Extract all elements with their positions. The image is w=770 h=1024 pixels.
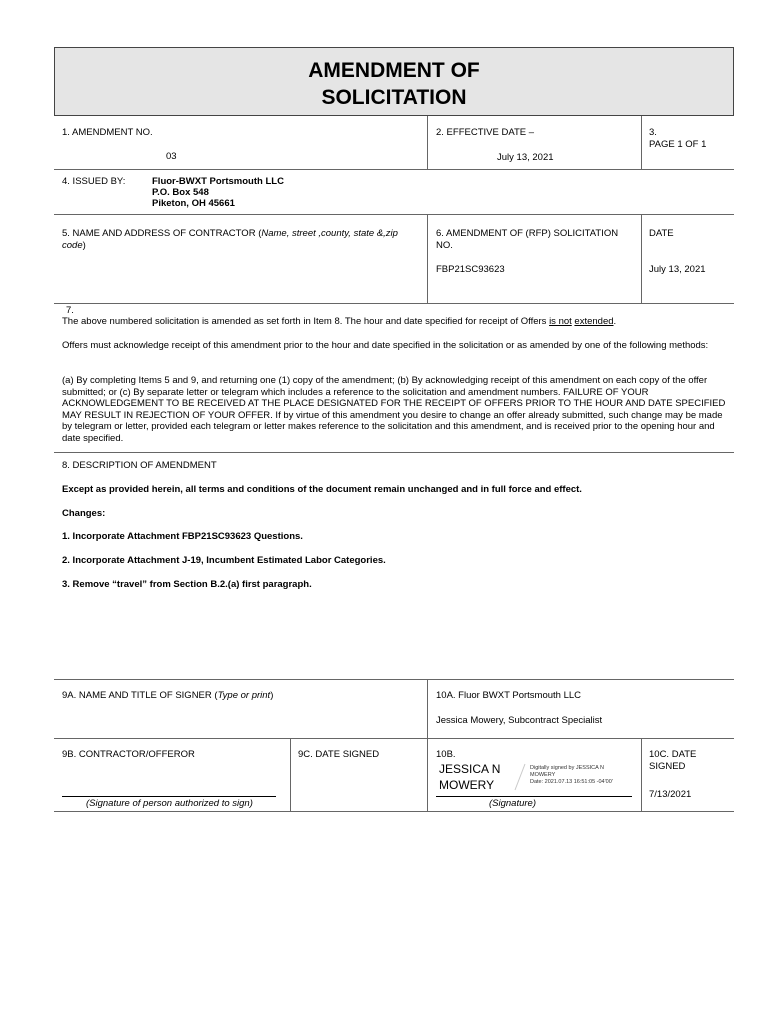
date-signed-label: 9C. DATE SIGNED bbox=[298, 749, 380, 760]
issuer-city: Piketon, OH 45661 bbox=[152, 198, 235, 209]
issuer-name: Fluor-BWXT Portsmouth LLC bbox=[152, 176, 284, 187]
signer-label-text: 9A. NAME AND TITLE OF SIGNER ( bbox=[62, 690, 218, 701]
page-value: PAGE 1 OF 1 bbox=[649, 139, 707, 150]
divider bbox=[54, 303, 734, 304]
digital-note-line2: MOWERY bbox=[530, 772, 556, 778]
divider bbox=[54, 679, 734, 680]
divider bbox=[641, 214, 642, 303]
issuer-signer-label: 10A. Fluor BWXT Portsmouth LLC bbox=[436, 690, 582, 701]
divider bbox=[54, 452, 734, 453]
title-line1: AMENDMENT OF bbox=[308, 59, 480, 82]
issuer-signature-line bbox=[436, 796, 632, 797]
issuer-date-signed-value: 7/13/2021 bbox=[649, 789, 692, 800]
solicitation-no-value: FBP21SC93623 bbox=[436, 264, 505, 275]
contractor-label-text: 5. NAME AND ADDRESS OF CONTRACTOR ( bbox=[62, 228, 262, 239]
change-item-3: 3. Remove “travel” from Section B.2.(a) first paragraph. bbox=[62, 579, 312, 590]
effective-date-value: July 13, 2021 bbox=[497, 152, 554, 163]
title-line2: SOLICITATION bbox=[321, 86, 467, 109]
divider bbox=[427, 116, 428, 169]
signature-name-line2: MOWERY bbox=[439, 778, 495, 792]
digital-note-line3: Date: 2021.07.13 16:51:05 -04'00' bbox=[530, 779, 613, 785]
signature-check-icon bbox=[514, 762, 526, 792]
signer-label-italic: Type or print bbox=[217, 690, 271, 701]
item7-paragraph2: Offers must acknowledge receipt of this amendment prior to the hour and date specified in the solicitation or as amended by one of the following methods: bbox=[62, 340, 709, 351]
contractor-label-close: ) bbox=[82, 239, 86, 251]
divider bbox=[641, 116, 642, 169]
signature-name-line1: JESSICA N bbox=[439, 762, 501, 776]
issuer-signature-caption bbox=[489, 798, 536, 810]
effective-date-label: 2. EFFECTIVE DATE – bbox=[436, 127, 535, 138]
item8-changes-label: Changes: bbox=[62, 508, 106, 519]
contractor-label-italic: Name, street ,county, state &,zip code bbox=[62, 228, 398, 251]
solicitation-no-label: 6. AMENDMENT OF (RFP) SOLICITATION NO. bbox=[436, 228, 619, 251]
issuer-address: P.O. Box 548 bbox=[152, 187, 209, 198]
page-label: 3. bbox=[649, 127, 657, 138]
amendment-no-label: 1. AMENDMENT NO. bbox=[62, 127, 153, 138]
item8-intro: Except as provided herein, all terms and conditions of the document remain unchanged and in full force and effect. bbox=[62, 484, 582, 495]
item7-paragraph1 bbox=[62, 316, 730, 328]
divider bbox=[54, 811, 734, 812]
contractor-label bbox=[62, 228, 412, 251]
item8-label: 8. DESCRIPTION OF AMENDMENT bbox=[62, 460, 217, 471]
contractor-signature-line bbox=[62, 796, 276, 797]
issuer-signature-caption-text: (Signature) bbox=[489, 798, 536, 809]
item7-paragraph3: (a) By completing Items 5 and 9, and returning one (1) copy of the amendment; (b) By acknowledging receipt of this amendment on each copy of the offer submitted; or (c) By separate letter or telegram which includes a reference to the solicitation and amendment numbers. FAILURE OF YOUR ACKNOWLEDGEMENT TO BE RECEIVED AT THE PLACE DESIGNATED FOR THE RECEIPT OF OFFERS PRIOR TO THE HOUR AND DATE SPECIFIED MAY RESULT IN REJECTION OF YOUR OFFER. If by virtue of this amendment you desire to change an offer already submitted, such change may be made by telegram or letter, provided each telegram or letter makes reference to the solicitation and this amendment, and is received prior to the opening hour and date specified. bbox=[62, 375, 726, 444]
contractor-offeror-label: 9B. CONTRACTOR/OFFEROR bbox=[62, 749, 195, 760]
title-box bbox=[54, 47, 734, 116]
item7-number: 7. bbox=[66, 305, 74, 316]
digital-note-line1: Digitally signed by JESSICA N bbox=[530, 765, 604, 771]
item7-p1-is-not: is not bbox=[549, 316, 572, 327]
issuer-signer-value: Jessica Mowery, Subcontract Specialist bbox=[436, 715, 603, 726]
divider bbox=[54, 214, 734, 215]
divider bbox=[427, 214, 428, 303]
change-item-1: 1. Incorporate Attachment FBP21SC93623 Questions. bbox=[62, 531, 303, 542]
date-label: DATE bbox=[649, 228, 674, 239]
contractor-signature-caption bbox=[86, 798, 253, 810]
contractor-signature-caption-text: (Signature of person authorized to sign) bbox=[86, 798, 253, 809]
issuer-date-signed-label: 10C. DATE SIGNED bbox=[649, 749, 697, 772]
item7-p1-text: The above numbered solicitation is amended as set forth in Item 8. The hour and date specified for receipt of Offers bbox=[62, 316, 550, 327]
signature-box-label: 10B. bbox=[436, 749, 456, 760]
divider bbox=[427, 679, 428, 811]
item7-p1-extended: extended bbox=[574, 316, 614, 327]
divider bbox=[54, 738, 734, 739]
item7-p1-period: . bbox=[613, 316, 617, 327]
change-item-2: 2. Incorporate Attachment J-19, Incumbent Estimated Labor Categories. bbox=[62, 555, 386, 566]
divider bbox=[290, 738, 291, 811]
date-value: July 13, 2021 bbox=[649, 264, 706, 275]
divider bbox=[54, 169, 734, 170]
signer-label-close: ) bbox=[270, 690, 274, 701]
divider bbox=[641, 738, 642, 811]
signer-name-label bbox=[62, 690, 273, 702]
issued-by-label: 4. ISSUED BY: bbox=[62, 176, 126, 187]
amendment-no-value: 03 bbox=[166, 151, 177, 162]
